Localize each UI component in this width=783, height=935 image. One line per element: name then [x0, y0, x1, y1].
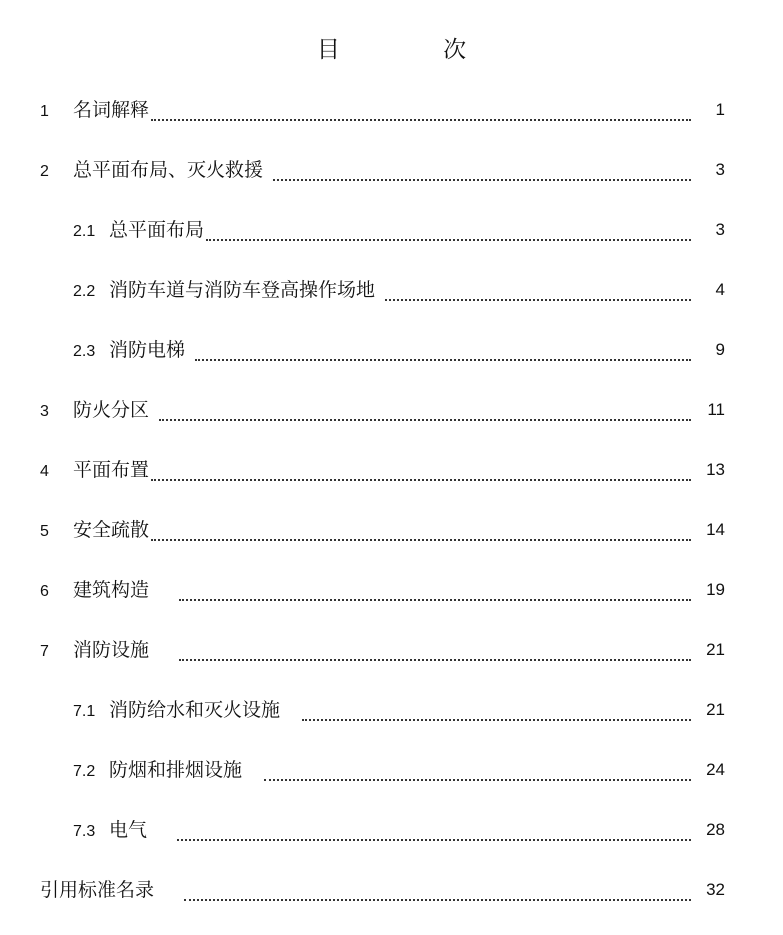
toc-entry-page: 21 [706, 700, 725, 719]
toc-entry-2-3[interactable] [0, 335, 783, 395]
toc-entry-page: 1 [715, 100, 725, 119]
dot-leader [385, 299, 691, 301]
toc-entry-7-2[interactable] [0, 755, 783, 815]
toc-entry-label: 名词解释 [73, 99, 150, 121]
dot-leader [206, 239, 691, 241]
toc-entry-label: 总平面布局 [109, 219, 205, 241]
toc-entry-page: 14 [706, 520, 725, 539]
toc-entry-2[interactable] [0, 155, 783, 215]
toc-entry-7-1[interactable] [0, 695, 783, 755]
toc-entry-label: 消防设施 [73, 639, 150, 661]
toc-entry-7[interactable] [0, 635, 783, 695]
toc-entry-label: 消防给水和灭火设施 [109, 699, 281, 721]
toc-entry-5[interactable] [0, 515, 783, 575]
dot-leader [184, 899, 691, 901]
toc-entry-2-1[interactable] [0, 215, 783, 275]
toc-entry-1[interactable] [0, 95, 783, 155]
dot-leader [179, 659, 691, 661]
toc-entry-3[interactable] [0, 395, 783, 455]
toc-entry-page: 3 [715, 160, 725, 179]
dot-leader [195, 359, 691, 361]
toc-entry-number: 6 [40, 583, 49, 600]
dot-leader [159, 419, 691, 421]
toc-entry-2-2[interactable] [0, 275, 783, 335]
toc-entry-label: 防火分区 [73, 399, 150, 421]
toc-entry-references[interactable] [0, 875, 783, 935]
toc-entry-number: 2 [40, 163, 49, 180]
toc-entry-page: 24 [706, 760, 725, 779]
toc-entry-page: 3 [715, 220, 725, 239]
toc-entry-page: 28 [706, 820, 725, 839]
toc-entry-label: 平面布置 [73, 459, 150, 481]
dot-leader [179, 599, 691, 601]
toc-entry-4[interactable] [0, 455, 783, 515]
toc-entry-label: 电气 [109, 819, 148, 841]
toc-entry-label: 总平面布局、灭火救援 [73, 159, 264, 181]
toc-entry-number: 7.2 [73, 763, 96, 780]
toc-entry-number: 7.1 [73, 703, 96, 720]
toc-entry-number: 2.3 [73, 343, 96, 360]
toc-entry-page: 13 [706, 460, 725, 479]
toc-entry-page: 32 [706, 880, 725, 899]
dot-leader [273, 179, 691, 181]
toc-entry-number: 3 [40, 403, 49, 420]
toc-title: 目 次 [316, 37, 515, 63]
toc-entry-number: 5 [40, 523, 49, 540]
toc-entry-label: 消防电梯 [109, 339, 186, 361]
toc-entry-label: 防烟和排烟设施 [109, 759, 243, 781]
toc-entry-page: 19 [706, 580, 725, 599]
toc-entry-page: 4 [715, 280, 725, 299]
dot-leader [264, 779, 691, 781]
dot-leader [302, 719, 691, 721]
toc-entry-number: 2.2 [73, 283, 96, 300]
toc-entry-page: 21 [706, 640, 725, 659]
toc-entry-7-3[interactable] [0, 815, 783, 875]
toc-entry-page: 9 [715, 340, 725, 359]
toc-entry-label: 建筑构造 [73, 579, 150, 601]
toc-entry-label: 安全疏散 [73, 519, 150, 541]
toc-entry-number: 4 [40, 463, 49, 480]
toc-list [0, 95, 783, 935]
toc-entry-page: 11 [707, 400, 725, 419]
dot-leader [151, 539, 691, 541]
toc-entry-label: 消防车道与消防车登高操作场地 [109, 279, 376, 301]
toc-entry-number: 7.3 [73, 823, 96, 840]
toc-entry-6[interactable] [0, 575, 783, 635]
dot-leader [177, 839, 691, 841]
toc-entry-number: 7 [40, 643, 49, 660]
dot-leader [151, 119, 691, 121]
toc-entry-number: 1 [40, 103, 49, 120]
toc-entry-label: 引用标准名录 [40, 879, 155, 901]
dot-leader [151, 479, 691, 481]
toc-entry-number: 2.1 [73, 223, 96, 240]
